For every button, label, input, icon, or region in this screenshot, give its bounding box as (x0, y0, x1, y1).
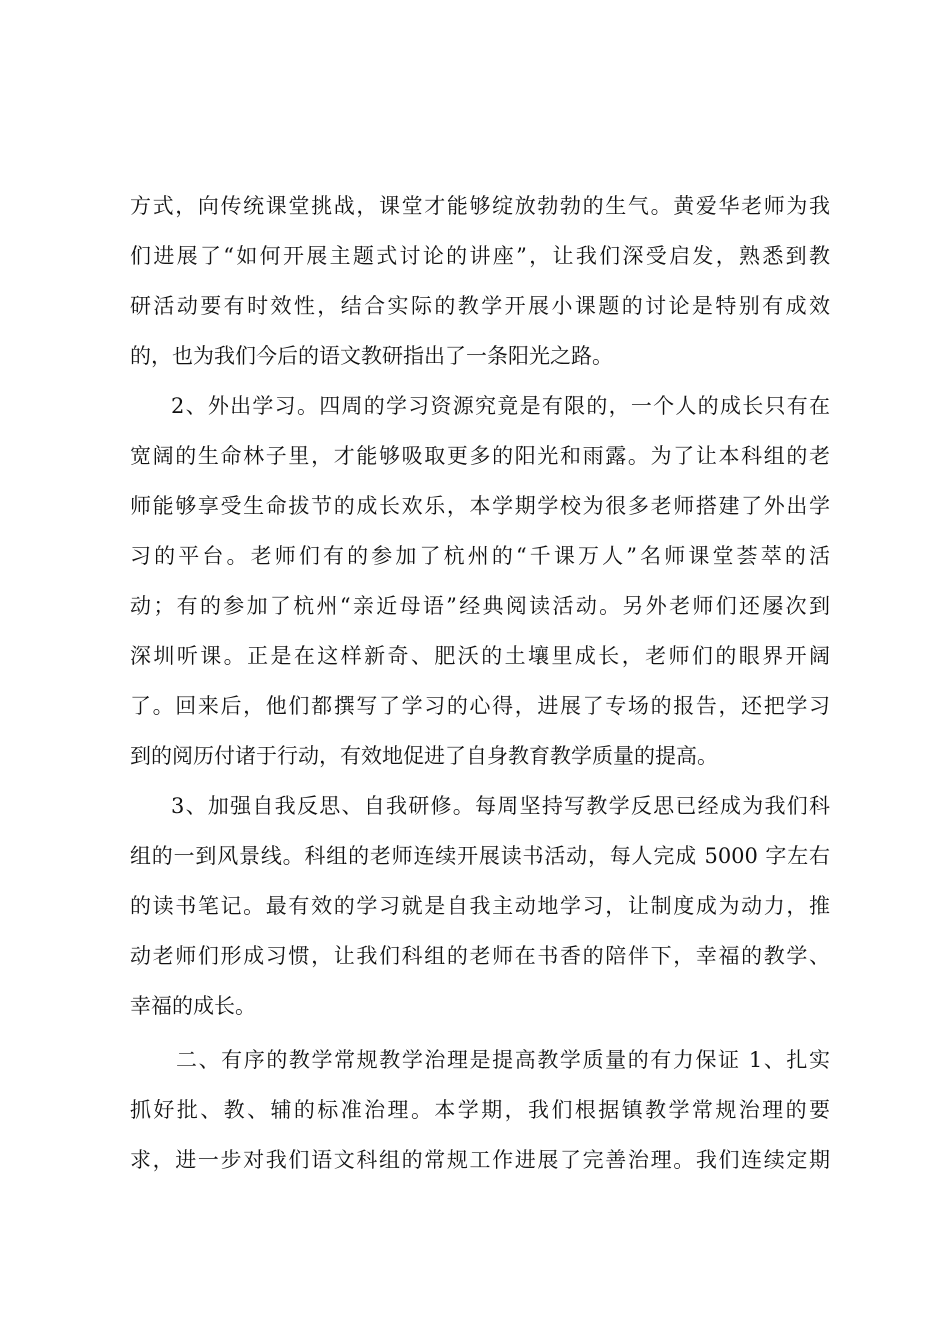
paragraph-1-line-1: 方式，向传统课堂挑战，课堂才能够绽放勃勃的生气。黄爱华老师为我 (130, 194, 830, 218)
paragraph-3-line-5: 幸福的成长。 (130, 994, 256, 1018)
paragraph-2-line-3: 师能够享受生命拔节的成长欢乐，本学期学校为很多老师搭建了外出学 (130, 494, 830, 518)
paragraph-3-line-1: 3、加强自我反思、自我研修。每周坚持写教学反思已经成为我们科 (171, 794, 830, 818)
paragraph-2-line-1: 2、外出学习。四周的学习资源究竟是有限的，一个人的成长只有在 (171, 394, 830, 418)
paragraph-3-line-4: 动老师们形成习惯，让我们科组的老师在书香的陪伴下，幸福的教学、 (130, 944, 830, 968)
paragraph-2-line-7: 了。回来后，他们都撰写了学习的心得，进展了专场的报告，还把学习 (130, 694, 830, 718)
paragraph-2-line-6: 深圳听课。正是在这样新奇、肥沃的土壤里成长，老师们的眼界开阔 (130, 644, 830, 668)
paragraph-4-line-3: 求，进一步对我们语文科组的常规工作进展了完善治理。我们连续定期 (130, 1148, 830, 1172)
paragraph-2-line-2: 宽阔的生命林子里，才能够吸取更多的阳光和雨露。为了让本科组的老 (130, 444, 830, 468)
paragraph-4-line-2: 抓好批、教、辅的标准治理。本学期，我们根据镇教学常规治理的要 (130, 1098, 830, 1122)
paragraph-1-line-4: 的，也为我们今后的语文教研指出了一条阳光之路。 (130, 344, 613, 368)
paragraph-3-line-2: 组的一到风景线。科组的老师连续开展读书活动，每人完成 5000 字左右 (130, 844, 830, 868)
paragraph-1-line-2: 们进展了“如何开展主题式讨论的讲座”，让我们深受启发，熟悉到教 (130, 244, 830, 268)
paragraph-4-line-1: 二、有序的教学常规教学治理是提高教学质量的有力保证 1、扎实 (176, 1048, 830, 1072)
paragraph-1-line-3: 研活动要有时效性，结合实际的教学开展小课题的讨论是特别有成效 (130, 294, 830, 318)
paragraph-2-line-4: 习的平台。老师们有的参加了杭州的“千课万人”名师课堂荟萃的活 (130, 544, 830, 568)
paragraph-3-line-3: 的读书笔记。最有效的学习就是自我主动地学习，让制度成为动力，推 (130, 894, 830, 918)
paragraph-2-line-5: 动；有的参加了杭州“亲近母语”经典阅读活动。另外老师们还屡次到 (130, 594, 830, 618)
paragraph-2-line-8: 到的阅历付诸于行动，有效地促进了自身教育教学质量的提高。 (130, 744, 718, 768)
